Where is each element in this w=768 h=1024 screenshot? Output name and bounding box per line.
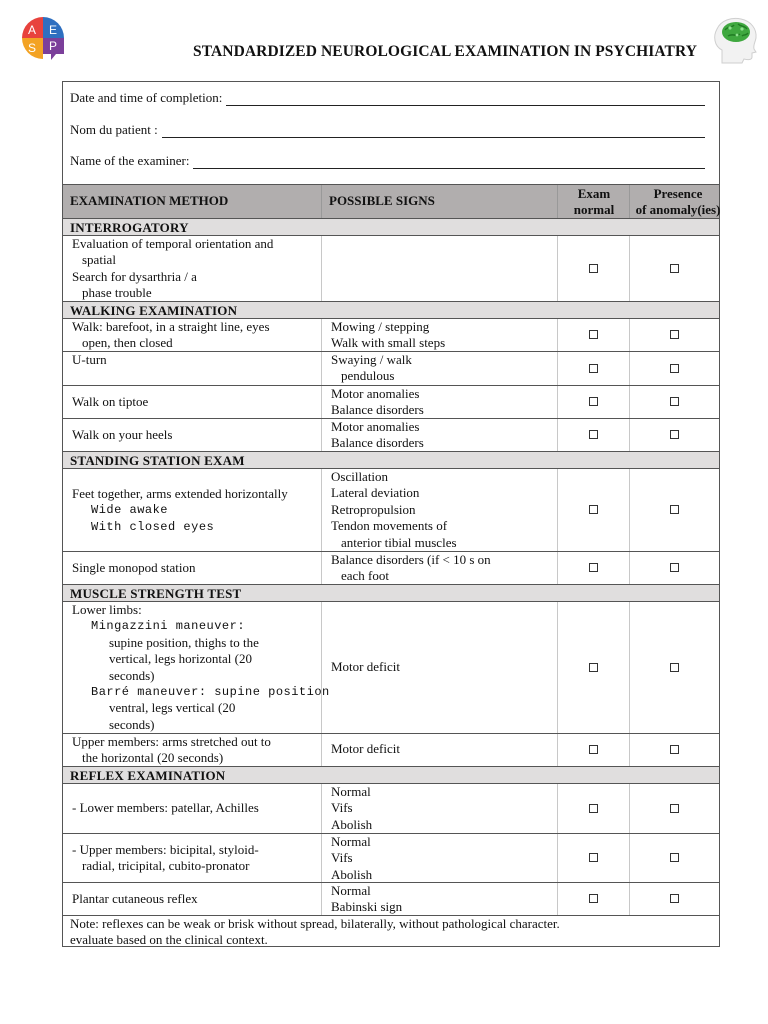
header-normal: Exam normal bbox=[573, 186, 615, 217]
anomaly-checkbox[interactable] bbox=[670, 853, 679, 862]
table-row: Plantar cutaneous reflex Normal Babinski sign bbox=[63, 882, 719, 915]
table-row: Single monopod station Balance disorders (if < 10 s on each foot bbox=[63, 551, 719, 584]
normal-checkbox[interactable] bbox=[589, 663, 598, 672]
table-row: - Lower members: patellar, Achilles Normal Vifs Abolish bbox=[63, 783, 719, 833]
patient-label: Nom du patient : bbox=[70, 122, 158, 137]
anomaly-checkbox[interactable] bbox=[670, 330, 679, 339]
examiner-underline[interactable] bbox=[193, 157, 705, 169]
table-row: Evaluation of temporal orientation and spatial Search for dysarthria / a phase trouble bbox=[63, 235, 719, 301]
table-row: Walk on tiptoe Motor anomalies Balance disorders bbox=[63, 385, 719, 418]
anomaly-checkbox[interactable] bbox=[670, 397, 679, 406]
examiner-label: Name of the examiner: bbox=[70, 153, 190, 168]
normal-checkbox[interactable] bbox=[589, 853, 598, 862]
table-row: Walk on your heels Motor anomalies Balance disorders bbox=[63, 418, 719, 451]
normal-checkbox[interactable] bbox=[589, 264, 598, 273]
date-field[interactable] bbox=[70, 90, 705, 106]
date-underline[interactable] bbox=[226, 94, 705, 106]
date-label: Date and time of completion: bbox=[70, 90, 223, 105]
logo-letter-s: S bbox=[27, 41, 37, 55]
section-muscle: MUSCLE STRENGTH TEST bbox=[63, 584, 719, 601]
table-row: Feet together, arms extended horizontally Wide awake With closed eyes Oscillation Lateral deviation Retropropulsion Tendon movements of anterior tibial muscles bbox=[63, 468, 719, 551]
table-row: U-turn Swaying / walk pendulous bbox=[63, 351, 719, 385]
normal-checkbox[interactable] bbox=[589, 804, 598, 813]
logo-letter-a: A bbox=[27, 23, 37, 37]
anomaly-checkbox[interactable] bbox=[670, 505, 679, 514]
normal-checkbox[interactable] bbox=[589, 745, 598, 754]
logo-letter-p: P bbox=[48, 39, 58, 53]
normal-checkbox[interactable] bbox=[589, 364, 598, 373]
note-line-2: evaluate based on the clinical context. bbox=[70, 932, 268, 948]
normal-checkbox[interactable] bbox=[589, 894, 598, 903]
table-header bbox=[63, 184, 719, 218]
table-row: - Upper members: bicipital, styloid- radial, tricipital, cubito-pronator Normal Vifs Abolish bbox=[63, 833, 719, 882]
logo-letter-e: E bbox=[48, 23, 58, 37]
note-line-1: Note: reflexes can be weak or brisk without spread, bilaterally, without pathological character. bbox=[70, 916, 560, 931]
table-row: Lower limbs: Mingazzini maneuver: supine position, thighs to the vertical, legs horizontal (20 seconds) Barré maneuver: supine position ventral, legs vertical (20 seconds) Motor deficit bbox=[63, 601, 719, 733]
normal-checkbox[interactable] bbox=[589, 563, 598, 572]
header-signs: POSSIBLE SIGNS bbox=[329, 193, 435, 208]
examiner-field[interactable] bbox=[70, 153, 705, 169]
anomaly-checkbox[interactable] bbox=[670, 563, 679, 572]
section-reflex: REFLEX EXAMINATION bbox=[63, 766, 719, 783]
patient-underline[interactable] bbox=[162, 126, 705, 138]
anomaly-checkbox[interactable] bbox=[670, 745, 679, 754]
anomaly-checkbox[interactable] bbox=[670, 364, 679, 373]
section-standing: STANDING STATION EXAM bbox=[63, 451, 719, 468]
patient-field[interactable] bbox=[70, 122, 705, 138]
anomaly-checkbox[interactable] bbox=[670, 264, 679, 273]
header-anomaly: Presence of anomaly(ies) bbox=[635, 186, 721, 217]
normal-checkbox[interactable] bbox=[589, 397, 598, 406]
section-walking: WALKING EXAMINATION bbox=[63, 301, 719, 318]
section-interrogatory: INTERROGATORY bbox=[63, 218, 719, 235]
table-row: Upper members: arms stretched out to the horizontal (20 seconds) Motor deficit bbox=[63, 733, 719, 766]
anomaly-checkbox[interactable] bbox=[670, 894, 679, 903]
anomaly-checkbox[interactable] bbox=[670, 663, 679, 672]
exam-form bbox=[62, 81, 720, 947]
footer-note bbox=[63, 915, 719, 946]
header-method: EXAMINATION METHOD bbox=[70, 193, 229, 208]
anomaly-checkbox[interactable] bbox=[670, 804, 679, 813]
anomaly-checkbox[interactable] bbox=[670, 430, 679, 439]
normal-checkbox[interactable] bbox=[589, 430, 598, 439]
aesp-logo bbox=[18, 14, 68, 62]
table-row: Walk: barefoot, in a straight line, eyes open, then closed Mowing / stepping Walk with small steps bbox=[63, 318, 719, 351]
normal-checkbox[interactable] bbox=[589, 330, 598, 339]
document-title: STANDARDIZED NEUROLOGICAL EXAMINATION IN PSYCHIATRY bbox=[192, 43, 698, 60]
normal-checkbox[interactable] bbox=[589, 505, 598, 514]
